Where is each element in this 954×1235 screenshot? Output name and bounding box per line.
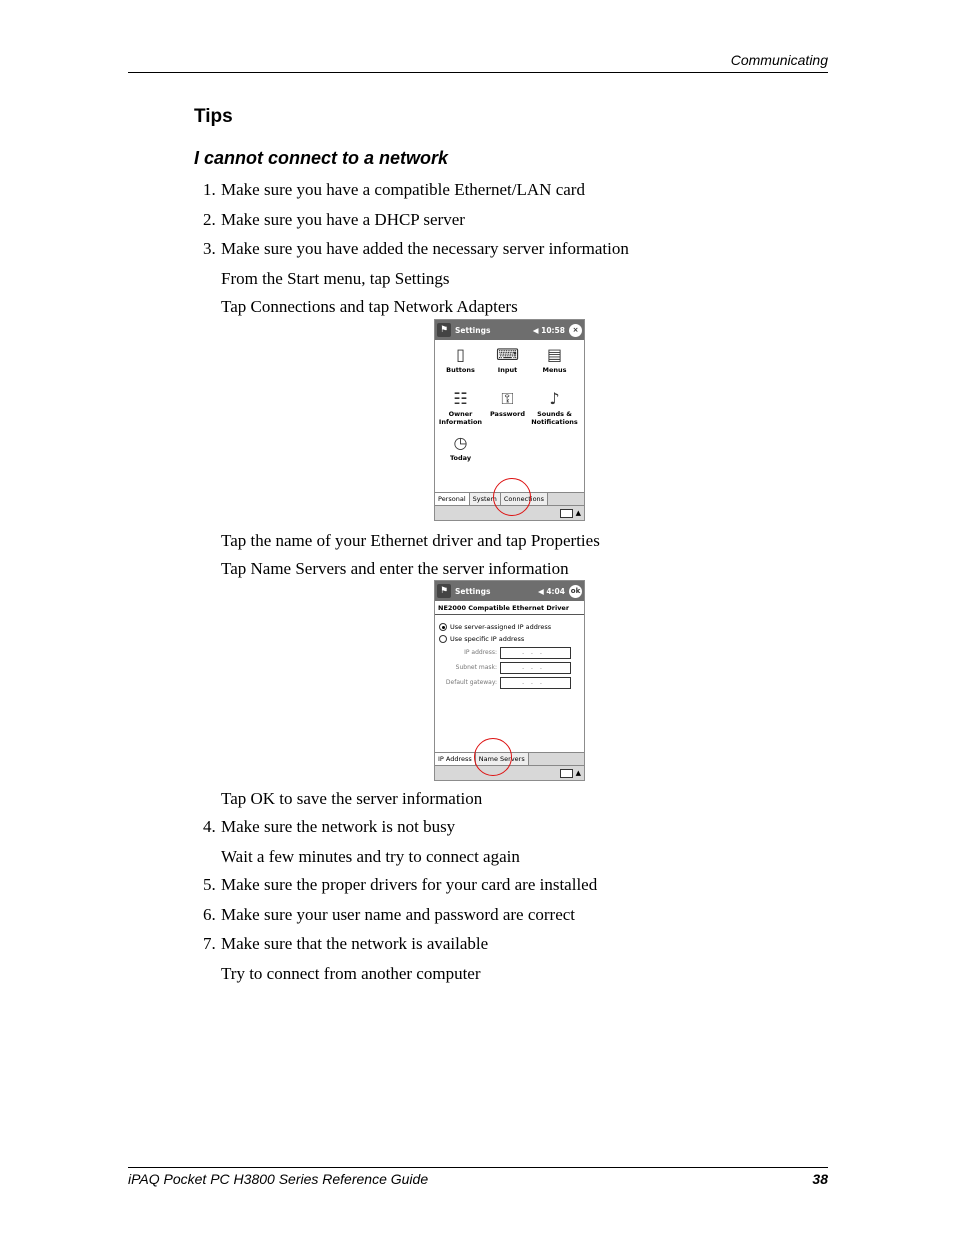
step-text: Tap Connections and tap Network Adapters xyxy=(221,297,518,316)
sip-arrow-icon: ▲ xyxy=(575,509,581,517)
tab-personal: Personal xyxy=(435,493,470,506)
title-bar xyxy=(435,581,584,601)
list-item: Make sure that the network is available xyxy=(221,934,489,953)
tab-system: System xyxy=(470,493,501,506)
tab-connections: Connections xyxy=(501,493,548,506)
server-assigned-option: Use server-assigned IP address xyxy=(435,621,584,633)
step-text: Tap the name of your Ethernet driver and tap Properties xyxy=(221,531,600,550)
specific-ip-option: Use specific IP address xyxy=(435,633,584,645)
today-icon: ◷ Today xyxy=(449,433,472,462)
radio-selected xyxy=(439,623,447,631)
ip-address-field: IP address: ... xyxy=(435,645,584,660)
title-bar xyxy=(435,320,584,340)
item-number: 5. xyxy=(203,875,216,894)
list-item: Make sure you have added the necessary server information xyxy=(221,239,629,258)
list-item: Make sure the proper drivers for your card are installed xyxy=(221,875,598,894)
item-number: 1. xyxy=(203,180,216,199)
owner-information-icon: ☷ Owner Information xyxy=(438,389,483,426)
item-number: 2. xyxy=(203,210,216,229)
driver-name: NE2000 Compatible Ethernet Driver xyxy=(435,601,584,615)
tab-ip-address: IP Address xyxy=(435,753,476,766)
item-number: 3. xyxy=(203,239,216,258)
ethernet-driver-screenshot xyxy=(434,580,585,781)
password-icon: ⚿ Password xyxy=(489,389,526,418)
start-flag-icon: ⚑ xyxy=(437,323,451,337)
tab-name-servers: Name Servers xyxy=(476,753,529,766)
highlight-circle xyxy=(493,478,531,516)
settings-personal-screenshot xyxy=(434,319,585,521)
close-icon: × xyxy=(569,324,582,337)
sounds-notifications-icon: ♪ Sounds & Notifications xyxy=(531,389,578,426)
default-gateway-field: Default gateway: ... xyxy=(435,675,584,690)
settings-icon-grid xyxy=(435,340,584,472)
step-text: Tap OK to save the server information xyxy=(221,789,483,808)
section-heading: Tips xyxy=(194,106,233,127)
screen-title: Settings xyxy=(455,325,491,335)
step-text: From the Start menu, tap Settings xyxy=(221,269,450,288)
list-item: Make sure the network is not busy xyxy=(221,817,456,836)
item-number: 6. xyxy=(203,905,216,924)
input-icon: ⌨ Input xyxy=(495,345,520,374)
topic-heading: I cannot connect to a network xyxy=(194,148,449,168)
highlight-circle xyxy=(474,738,512,776)
step-text: Tap Name Servers and enter the server information xyxy=(221,559,569,578)
status-clock: ◀ 10:58 xyxy=(532,325,565,335)
menus-icon: ▤ Menus xyxy=(542,345,567,374)
running-header xyxy=(128,50,828,73)
ok-icon: ok xyxy=(569,585,582,598)
keyboard-icon xyxy=(560,769,573,778)
radio-unselected xyxy=(439,635,447,643)
item-number: 7. xyxy=(203,934,216,953)
list-item: Make sure your user name and password are correct xyxy=(221,905,576,924)
subnet-mask-field: Subnet mask: ... xyxy=(435,660,584,675)
list-item: Make sure you have a DHCP server xyxy=(221,210,465,229)
keyboard-icon xyxy=(560,509,573,518)
buttons-icon: ▯ Buttons xyxy=(446,345,475,374)
running-footer xyxy=(128,1167,828,1188)
sip-arrow-icon: ▲ xyxy=(575,769,581,777)
start-flag-icon: ⚑ xyxy=(437,584,451,598)
page-number: 38 xyxy=(812,1171,828,1187)
screen-title: Settings xyxy=(455,586,491,596)
step-text: Try to connect from another computer xyxy=(221,964,481,983)
item-number: 4. xyxy=(203,817,216,836)
step-text: Wait a few minutes and try to connect again xyxy=(221,847,520,866)
status-clock: ◀ 4:04 xyxy=(537,586,565,596)
command-bar xyxy=(435,765,584,780)
list-item: Make sure you have a compatible Ethernet/LAN card xyxy=(221,180,585,199)
section-name: Communicating xyxy=(730,52,828,68)
guide-title: iPAQ Pocket PC H3800 Series Reference Guide xyxy=(128,1171,429,1187)
